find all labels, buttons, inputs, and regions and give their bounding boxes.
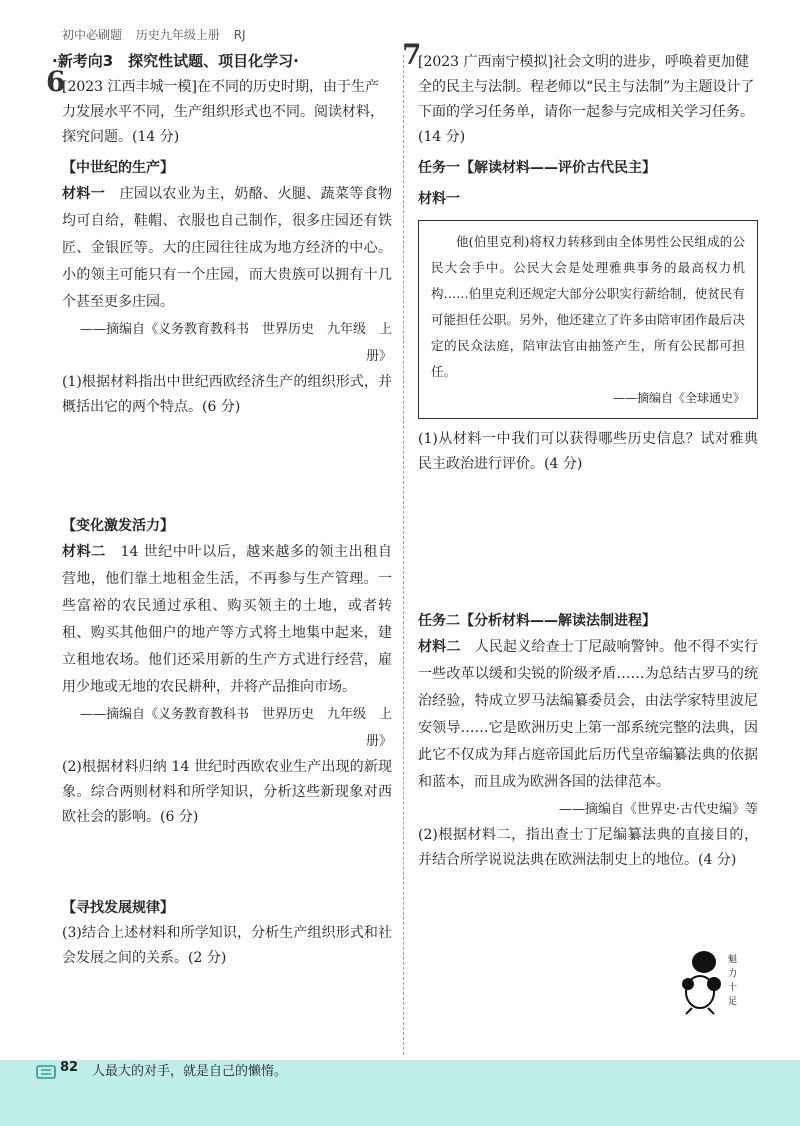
question-7-intro-text: [2023 广西南宁模拟]社会文明的进步，呼唤着更加健全的民主与法制。程老师以“民主与法制”为主题设计了下面的学习任务单，请你一起参与完成相关学习任务。(14 分) (418, 54, 755, 145)
question-6-number: 6 (46, 65, 66, 98)
task2-title: 任务二【分析材料——解读法制进程】 (418, 613, 656, 629)
material-1 (62, 181, 392, 316)
material-2-source: ——摘编自《义务教育教科书 世界历史 九年级 上册》 (79, 707, 392, 749)
column-divider (403, 55, 404, 1055)
svg-text:足: 足 (728, 997, 738, 1007)
question-6-intro (46, 65, 392, 150)
question-7-1: (1)从材料一中我们可以获得哪些历史信息？试对雅典民主政治进行评价。(4 分) (418, 431, 758, 472)
material-2 (62, 539, 392, 701)
material-2-text: 14 世纪中叶以后，越来越多的领主出租自营地，他们靠土地租金生活，不再参与生产管理。一些富裕的农民通过承租、购买领主的土地，或者转租、购买其他佃户的地产等方式将土地集中起来，建立租地农场。他们还采用新的生产方式进行经营，雇用少地或无地的农民耕种，并将产品推向市场。 (62, 544, 393, 695)
question-7-number: 7 (402, 38, 422, 71)
book-icon (36, 1064, 56, 1080)
material-box (418, 220, 758, 419)
left-column (46, 50, 393, 971)
task2-material-text: 人民起义给查士丁尼敲响警钟。他不得不实行一些改革以缓和尖锐的阶级矛盾……为总结古罗马的统治经验，特成立罗马法编纂委员会，由法学家特里波尼安领导……它是欧洲历史上第一部系统完整的法典，因此它不仅成为拜占庭帝国此后历代皇帝编纂法典的依据和蓝本，而且成为欧洲各国的法律范本。 (418, 639, 759, 790)
task2-material (418, 634, 758, 796)
edition-label: RJ (233, 28, 246, 42)
question-6-1: (1)根据材料指出中世纪西欧经济生产的组织形式，并概括出它的两个特点。(6 分) (62, 374, 392, 415)
page-footer (0, 1060, 800, 1126)
footer-motto: 人最大的对手，就是自己的懒惰。 (92, 1064, 288, 1079)
page-header (62, 26, 256, 43)
task2-material-source: ——摘编自《世界史·古代史编》等 (558, 802, 758, 817)
material-2-label: 材料二 (62, 544, 106, 560)
material-1-label: 材料一 (62, 186, 106, 202)
page-number: 82 (60, 1060, 79, 1075)
question-7-intro (402, 38, 758, 150)
question-7-2: (2)根据材料二，指出查士丁尼编纂法典的直接目的，并结合所学说说法典在欧洲法制史上的地位。(4 分) (418, 827, 758, 868)
answer-space (418, 477, 758, 603)
subject-title: 历史九年级上册 (135, 28, 220, 42)
task1-title: 任务一【解读材料——评价古代民主】 (418, 160, 656, 176)
question-6-3: (3)结合上述材料和所学知识，分析生产组织形式和社会发展之间的关系。(2 分) (62, 925, 392, 966)
answer-space (62, 830, 392, 890)
part1-title: 【中世纪的生产】 (62, 160, 174, 176)
svg-text:魁: 魁 (728, 955, 738, 965)
mascot-illustration (670, 944, 750, 1016)
material-1-source: ——摘编自《义务教育教科书 世界历史 九年级 上册》 (79, 322, 392, 364)
material-box-source: ——摘编自《全球通史》 (612, 391, 745, 405)
right-column (402, 38, 759, 873)
svg-text:力: 力 (728, 969, 738, 979)
part2-title: 【变化激发活力】 (62, 518, 174, 534)
question-6-2: (2)根据材料归纳 14 世纪时西欧农业生产出现的新现象。综合两则材料和所学知识，分析这些新现象对西欧社会的影响。(6 分) (62, 759, 392, 825)
question-6-intro-text: [2023 江西丰城一模]在不同的历史时期，由于生产力发展水平不同，生产组织形式也不同。阅读材料，探究问题。(14 分) (62, 79, 384, 145)
svg-text:十: 十 (728, 983, 738, 993)
part3-title: 【寻找发展规律】 (62, 900, 174, 916)
answer-space (62, 420, 392, 508)
material-1-text: 庄园以农业为主，奶酪、火腿、蔬菜等食物均可自给，鞋帽、衣服也自己制作，很多庄园还有铁匠、金银匠等。大的庄园往往成为地方经济的中心。小的领主可能只有一个庄园，而大贵族可以拥有十几个甚至更多庄园。 (62, 186, 393, 310)
book-title: 初中必刷题 (62, 28, 123, 42)
task1-material-label: 材料一 (418, 191, 460, 207)
section-heading: ·新考向3 探究性试题、项目化学习· (52, 52, 299, 70)
material-box-text: 他(伯里克利)将权力转移到由全体男性公民组成的公民大会手中。公民大会是处理雅典事务的最高权力机构……伯里克利还规定大部分公职实行薪给制，使贫民有可能担任公职。另外，他还建立了许多由陪审团作最后决定的民众法庭，陪审法官由抽签产生，所有公民都可担任。 (431, 234, 745, 379)
task2-material-label: 材料二 (418, 639, 461, 655)
